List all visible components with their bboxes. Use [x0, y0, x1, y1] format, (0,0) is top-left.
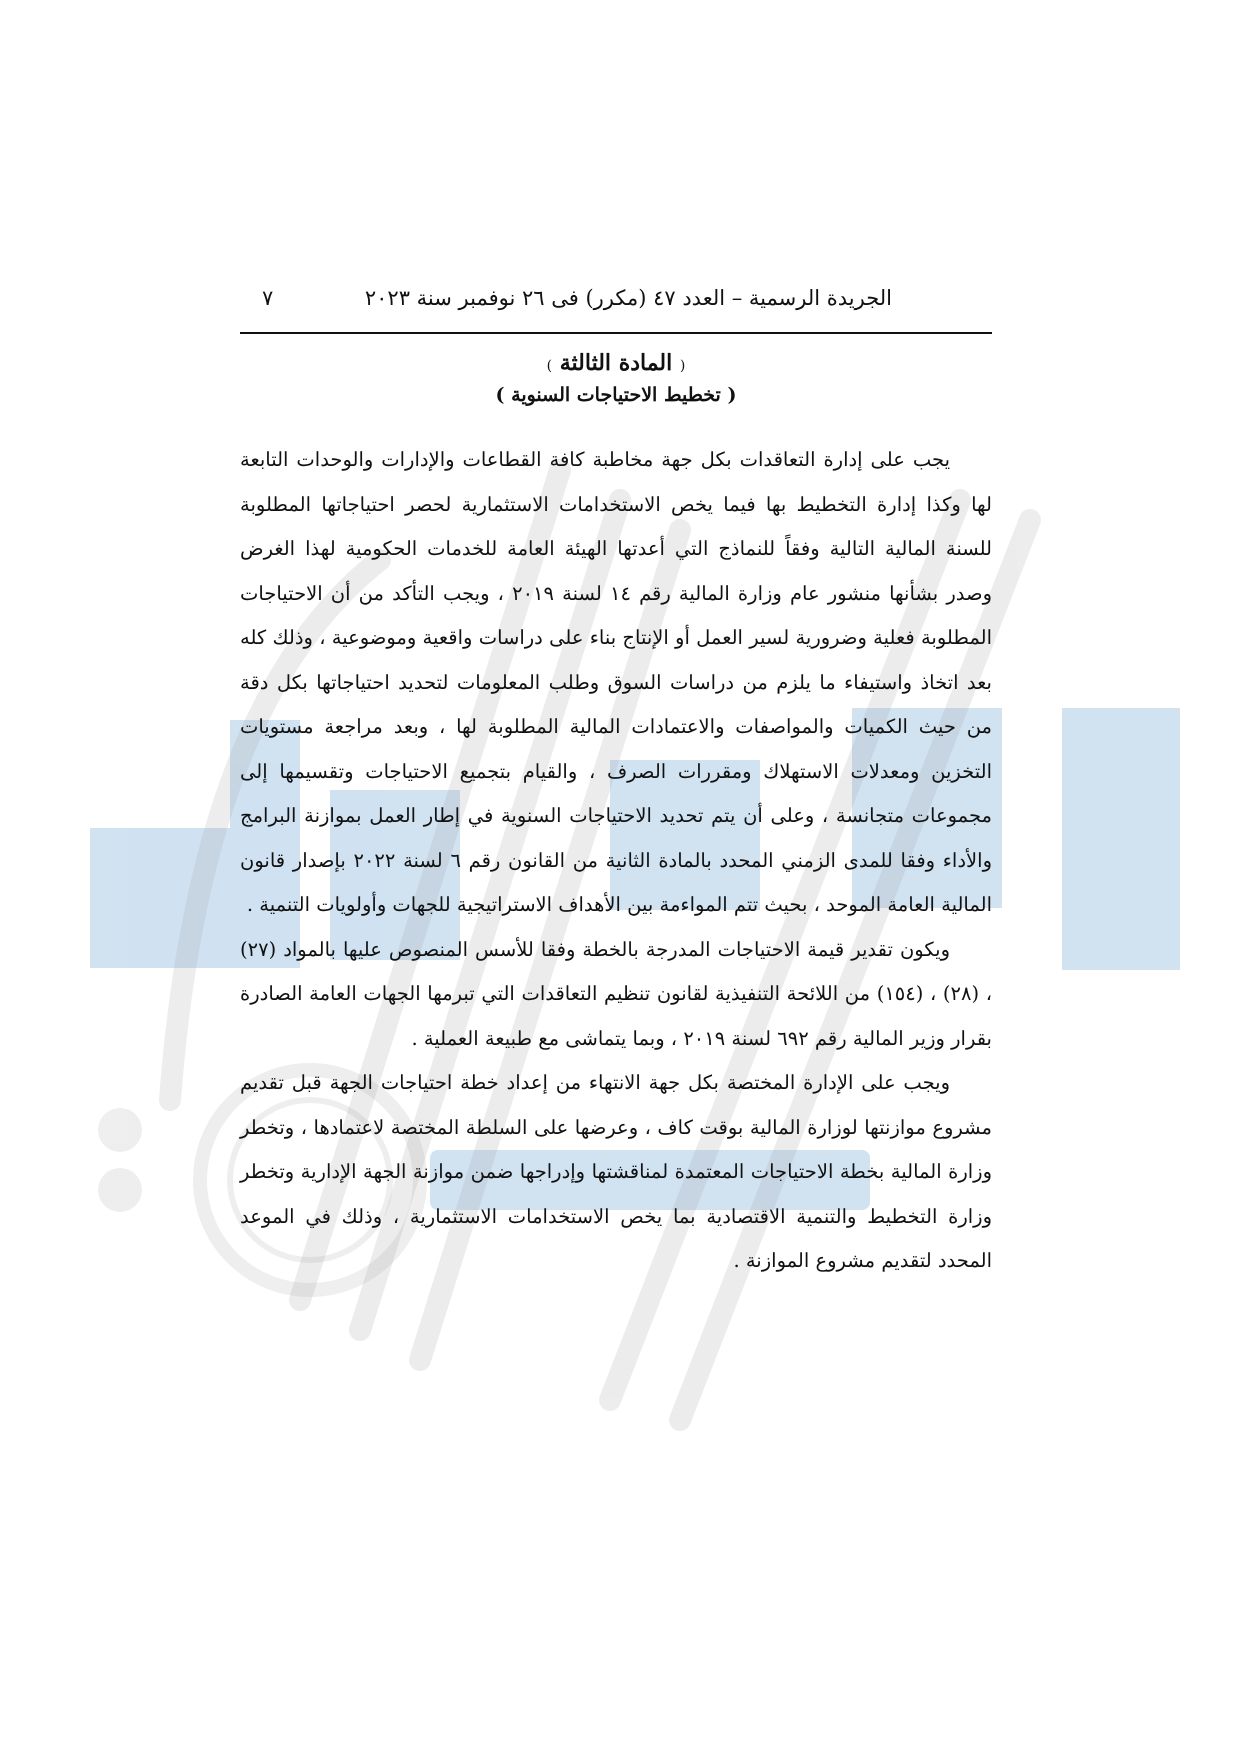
paragraph: ويجب على الإدارة المختصة بكل جهة الانتهاء من إعداد خطة احتياجات الجهة قبل تقديم مشروع موازنتها لوزارة المالية بوقت كاف ، وعرضها على السلطة المختصة لاعتمادها ، وتخطر وزارة المالية بخطة الاحتياجات المعتمدة لمناقشتها وإدراجها ضمن موازنة الجهة الإدارية وتخطر وزارة التخطيط والتنمية الاقتصادية بما يخص الاستخدامات الاستثمارية ، وذلك في الموعد المحدد لتقديم مشروع الموازنة .	[240, 1071, 992, 1272]
page-number: ٧	[262, 286, 274, 310]
article-body	[240, 438, 992, 1284]
page-header	[240, 282, 992, 322]
paragraph: ويكون تقدير قيمة الاحتياجات المدرجة بالخطة وفقا للأسس المنصوص عليها بالمواد (٢٧) ، (٢٨) ، (١٥٤) من اللائحة التنفيذية لقانون تنظيم التعاقدات التي تبرمها الجهات العامة الصادرة بقرار وزير المالية رقم ٦٩٢ لسنة ٢٠١٩ ، وبما يتماشى مع طبيعة العملية .	[240, 937, 993, 1050]
article-subtitle: ( تخطيط الاحتياجات السنوية )	[495, 384, 737, 406]
heading-paren-open: (	[679, 358, 686, 374]
article-title: المادة الثالثة	[559, 350, 673, 376]
document-page	[240, 282, 992, 1284]
heading-paren-close: )	[546, 358, 553, 374]
paragraph: يجب على إدارة التعاقدات بكل جهة مخاطبة كافة القطاعات والإدارات والوحدات التابعة لها وكذا إدارة التخطيط بها فيما يخص الاستخدامات الاستثمارية لحصر احتياجاتها المطلوبة للسنة المالية التالية وفقاً للنماذج التي أعدتها الهيئة العامة للخدمات الحكومية لهذا الغرض وصدر بشأنها منشور عام وزارة المالية رقم ١٤ لسنة ٢٠١٩ ، ويجب التأكد من أن الاحتياجات المطلوبة فعلية وضرورية لسير العمل أو الإنتاج بناء على دراسات واقعية وموضوعية ، وذلك كله بعد اتخاذ واستيفاء ما يلزم من دراسات السوق وطلب المعلومات لتحديد احتياجاتها بكل دقة من حيث الكميات والمواصفات والاعتمادات المالية المطلوبة لها ، وبعد مراجعة مستويات التخزين ومعدلات الاستهلاك ومقررات الصرف ، والقيام بتجميع الاحتياجات وتقسيمها إلى مجموعات متجانسة ، وعلى أن يتم تحديد الاحتياجات السنوية في إطار العمل بموازنة البرامج والأداء وفقا للمدى الزمني المحدد بالمادة الثانية من القانون رقم ٦ لسنة ٢٠٢٢ بإصدار قانون المالية العامة الموحد ، بحيث تتم المواءمة بين الأهداف الاستراتيجية للجهات وأولويات التنمية .	[240, 448, 992, 916]
gazette-header-title: الجريدة الرسمية – العدد ٤٧ (مكرر) فى ٢٦ نوفمبر سنة ٢٠٢٣	[364, 286, 892, 310]
article-heading	[240, 350, 992, 384]
header-divider	[240, 332, 992, 334]
